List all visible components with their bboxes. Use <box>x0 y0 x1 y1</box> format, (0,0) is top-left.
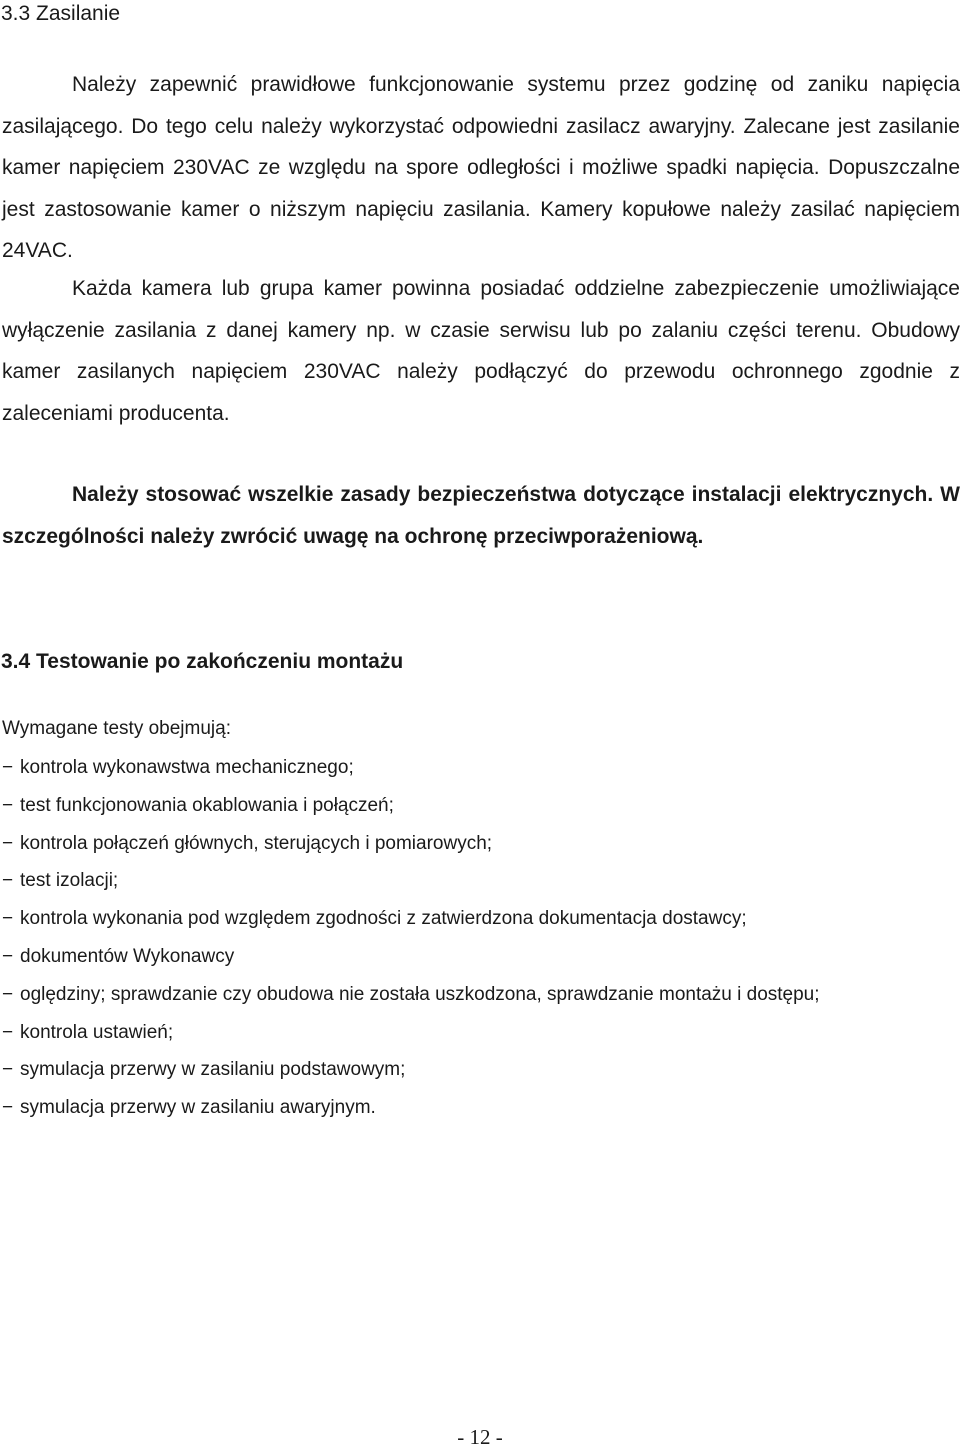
tests-intro: Wymagane testy obejmują: <box>2 718 231 739</box>
list-item-text: kontrola wykonawstwa mechanicznego; <box>20 757 354 778</box>
list-bullet: − <box>2 757 14 778</box>
paragraph-text: Należy stosować wszelkie zasady bezpieczeństwa dotyczące instalacji elektrycznych. W szczególności należy zwrócić uwagę na ochronę przeciwporażeniową. <box>2 483 960 548</box>
list-bullet: − <box>2 945 14 967</box>
test-list <box>2 754 820 1132</box>
list-item <box>2 830 820 868</box>
paragraph-text: Należy zapewnić prawidłowe funkcjonowanie systemu przez godzinę od zaniku napięcia zasilającego. Do tego celu należy wykorzystać odpowiedni zasilacz awaryjny. Zalecane jest zasilanie kamer napięciem 230VAC ze względu na spore odległości i możliwe spadki napięcia. Dopuszczalne jest zastosowanie kamer o niższym napięciu zasilania. Kamery kopułowe należy zasilać napięciem 24VAC. <box>2 73 960 262</box>
list-item <box>2 943 820 981</box>
list-item <box>2 1019 820 1057</box>
list-item-text: kontrola wykonania pod względem zgodności z zatwierdzona dokumentacja dostawcy; <box>20 908 747 930</box>
paragraph-power-requirements <box>2 64 960 272</box>
list-item <box>2 1056 820 1094</box>
list-item <box>2 981 820 1019</box>
list-bullet: − <box>2 908 14 930</box>
paragraph-camera-protection <box>2 268 960 434</box>
list-item <box>2 867 820 905</box>
list-bullet: − <box>2 794 14 816</box>
list-item-text: kontrola połączeń głównych, sterujących i pomiarowych; <box>20 832 493 854</box>
list-item-text: kontrola ustawień; <box>20 1021 174 1043</box>
list-bullet: − <box>2 1021 14 1043</box>
paragraph-text: Każda kamera lub grupa kamer powinna posiadać oddzielne zabezpieczenie umożliwiające wyłączenie zasilania z danej kamery np. w czasie serwisu lub po zalaniu części terenu. Obudowy kamer zasilanych napięciem 230VAC należy podłączyć do przewodu ochronnego zgodnie z zaleceniami producenta. <box>2 277 960 425</box>
list-item-text: test funkcjonowania okablowania i połączeń; <box>20 794 394 816</box>
list-bullet: − <box>2 1097 14 1119</box>
paragraph-safety-warning <box>2 474 960 557</box>
page-number: - 12 - <box>457 1425 503 1449</box>
list-item <box>2 905 820 943</box>
list-bullet: − <box>2 983 14 1005</box>
list-item-text: symulacja przerwy w zasilaniu podstawowym; <box>20 1059 406 1081</box>
list-item-text: oględziny; sprawdzanie czy obudowa nie została uszkodzona, sprawdzanie montażu i dostępu; <box>20 983 820 1005</box>
list-item-text: dokumentów Wykonawcy <box>20 945 235 967</box>
list-bullet: − <box>2 1059 14 1081</box>
list-item <box>2 754 820 792</box>
list-item-text: test izolacji; <box>20 870 119 892</box>
list-item <box>2 1094 820 1132</box>
list-item <box>2 792 820 830</box>
section-heading-power-supply: 3.3 Zasilanie <box>1 2 121 25</box>
list-bullet: − <box>2 832 14 854</box>
list-item-text: symulacja przerwy w zasilaniu awaryjnym. <box>20 1097 376 1119</box>
section-heading-testing: 3.4 Testowanie po zakończeniu montażu <box>1 650 404 673</box>
list-bullet: − <box>2 870 14 892</box>
